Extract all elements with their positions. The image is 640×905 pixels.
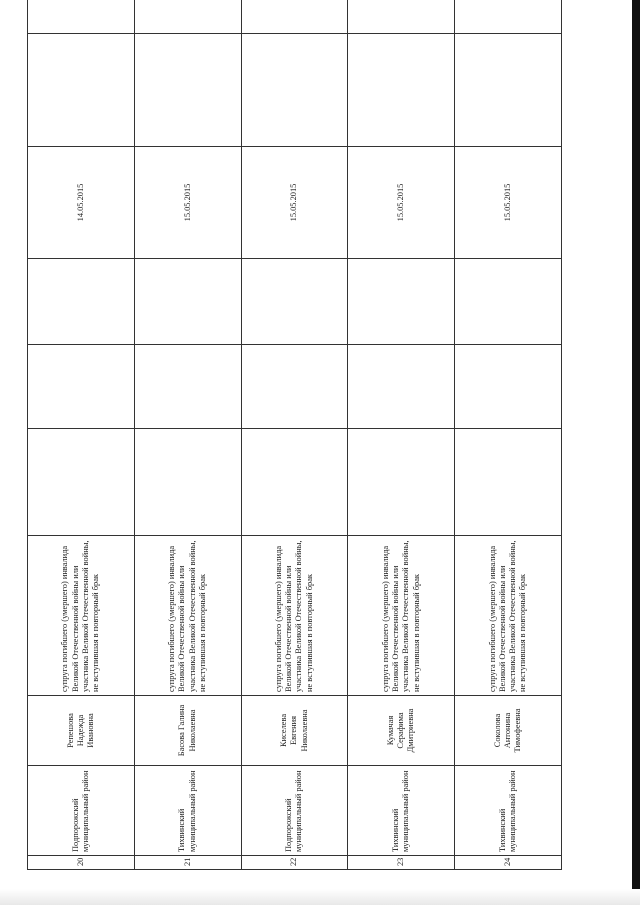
table-row (241, 0, 348, 870)
district-cell: Тихвинский муниципальный район (455, 766, 562, 856)
empty-cell (348, 259, 455, 345)
rotated-document-page (27, 20, 562, 870)
empty-cell (134, 34, 241, 147)
empty-cell (134, 429, 241, 536)
date-cell: 15.05.2015 (455, 147, 562, 259)
name-cell: Басова Галина Николаевна (134, 696, 241, 766)
empty-cell (28, 34, 135, 147)
date-cell: 15.05.2015 (241, 147, 348, 259)
empty-cell (455, 34, 562, 147)
row-number: 21 (134, 856, 241, 870)
empty-cell (348, 429, 455, 536)
row-number: 23 (348, 856, 455, 870)
register-table (27, 0, 562, 870)
district-cell: Подпорожский муниципальный район (28, 766, 135, 856)
category-cell: супруга погибшего (умершего) инвалида Великой Отечественной войны или участника Великой Отечественной войны, не вступившая в повторный брак (134, 536, 241, 696)
empty-cell (28, 429, 135, 536)
row-number: 20 (28, 856, 135, 870)
table-row (28, 0, 135, 870)
name-cell: Кумачая Серафима Дмитриевна (348, 696, 455, 766)
empty-cell (28, 259, 135, 345)
date-cell: 14.05.2015 (28, 147, 135, 259)
empty-cell (348, 34, 455, 147)
empty-cell (241, 0, 348, 34)
empty-cell (134, 345, 241, 429)
empty-cell (241, 345, 348, 429)
empty-cell (134, 259, 241, 345)
empty-cell (134, 0, 241, 34)
category-cell: супруга погибшего (умершего) инвалида Великой Отечественной войны или участника Великой Отечественной войны, не вступившая в повторный брак (241, 536, 348, 696)
date-cell: 15.05.2015 (348, 147, 455, 259)
date-cell: 15.05.2015 (134, 147, 241, 259)
name-cell: Киселева Евгения Николаевна (241, 696, 348, 766)
empty-cell (455, 259, 562, 345)
empty-cell (455, 345, 562, 429)
category-cell: супруга погибшего (умершего) инвалида Великой Отечественной войны или участника Великой Отечественной войны, не вступившая в повторный брак (348, 536, 455, 696)
row-number: 22 (241, 856, 348, 870)
row-number: 24 (455, 856, 562, 870)
category-cell: супруга погибшего (умершего) инвалида Великой Отечественной войны или участника Великой Отечественной войны, не вступившая в повторный брак (455, 536, 562, 696)
category-cell: супруга погибшего (умершего) инвалида Великой Отечественной войны или участника Великой Отечественной войны, не вступившая в повторный брак (28, 536, 135, 696)
name-cell: Репешова Надежда Ивановна (28, 696, 135, 766)
empty-cell (455, 0, 562, 34)
district-cell: Тихвинский муниципальный район (348, 766, 455, 856)
empty-cell (241, 429, 348, 536)
empty-cell (348, 345, 455, 429)
name-cell: Соколова Антонина Тимофеевна (455, 696, 562, 766)
district-cell: Тихвинский муниципальный район (134, 766, 241, 856)
scan-edge-shadow (632, 0, 640, 905)
empty-cell (241, 259, 348, 345)
empty-cell (28, 345, 135, 429)
empty-cell (241, 34, 348, 147)
district-cell: Подпорожский муниципальный район (241, 766, 348, 856)
empty-cell (455, 429, 562, 536)
table-row (348, 0, 455, 870)
empty-cell (348, 0, 455, 34)
scan-bottom-shadow (0, 889, 640, 905)
table-row (455, 0, 562, 870)
empty-cell (28, 0, 135, 34)
table-row (134, 0, 241, 870)
